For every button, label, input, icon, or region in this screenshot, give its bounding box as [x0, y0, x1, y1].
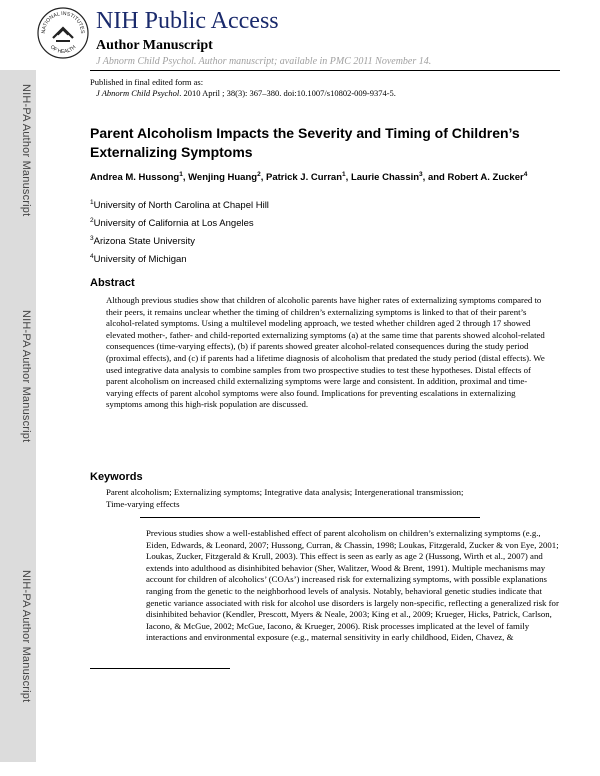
author-name: Patrick J. Curran: [265, 172, 343, 183]
body-paragraph: Previous studies show a well-established effect of parent alcoholism on children’s externalizing symptoms (e.g., Eiden, Edwards, & Leonard, 2007; Hussong, Curran, & Chassin, 1998; Loukas, Fitzgerald, Zucker & von Eye, 2001; Loukas, Zucker, Fitzgerald & Krull, 2003). This effect is seen as early as age 2 (Hussong, Wirth et al., 2007) and extends into adulthood as disinhibited behavior (Sher, Walitzer, Wood & Brent, 1991). Multiple mechanisms may account for children of alcoholics’ (COAs’) increased risk for externalizing symptoms, with possible explanations ranging from the genetic to the neighborhood levels of analysis. Notably, behavioral genetic studies indicate that genetic variance associated with risk for alcohol use disorders is largely non-specific, reflecting a generalized risk for disinhibited behavior (Kendler, Prescott, Myers & Neale, 2003; King et al., 2009; Krueger, Hicks, Patrick, Carlson, Iacono, & McGue, 2002; McGue, Iacono, & Krueger, 2006). Risk processes implicated at the level of family interactions and environmental exposure (e.g., maternal sensitivity in early childhood, Eiden, Chavez, &: [146, 528, 559, 643]
author-affiliation-mark: 4: [523, 170, 528, 178]
abstract-text: Although previous studies show that children of alcoholic parents have higher rates of externalizing symptoms compared to their peers, it remains unclear whether the timing of children’s externalizing symptoms is linked to that of their parent’s alcohol-related symptoms. Using a multilevel modeling approach, we tested whether children aged 2 through 17 showed elevated mother-, father- and child-reported externalizing symptoms (a) at the same time that parents showed alcohol-related consequences (time-varying effects), (b) if parents showed greater alcohol-related consequences during the study period (proximal effects), and (c) if parents had a lifetime diagnosis of alcoholism that predated the study period (distal effects). We used integrative data analysis to combine samples from two prospective studies to test these hypotheses. Distal effects of parent alcoholism on increased child externalizing symptoms were large and consistent. In addition, proximal and time-varying effects of parent alcohol symptoms were also found. Implications for preventing escalations in externalizing symptoms among this high-risk population are discussed.: [106, 295, 545, 410]
svg-text:OF HEALTH: OF HEALTH: [48, 44, 78, 56]
author-affiliation-mark: 1: [179, 170, 183, 178]
nih-seal-logo: [36, 6, 90, 60]
author-affiliation-mark: 3: [419, 170, 423, 178]
author-manuscript-label: Author Manuscript: [96, 38, 213, 53]
left-margin-bar: [0, 70, 36, 762]
published-label: Published in final edited form as:: [90, 77, 204, 87]
author-name: Wenjing Huang: [188, 172, 258, 183]
sidebar-label-1: NIH-PA Author Manuscript: [20, 84, 32, 217]
article-title: Parent Alcoholism Impacts the Severity and Timing of Children’s Externalizing Symptoms: [90, 125, 520, 160]
author-name: Robert A. Zucker: [447, 172, 524, 183]
abstract-heading: Abstract: [90, 277, 135, 289]
affiliation-4: $^4$University of Michigan: [90, 252, 187, 265]
sidebar-label-2: NIH-PA Author Manuscript: [20, 310, 32, 443]
section-rule: [140, 517, 480, 518]
keywords-heading: Keywords: [90, 471, 143, 483]
author-list: Andrea M. Hussong$^1$, Wenjing Huang$^2$, Patrick J. Curran$^1$, Laurie Chassin$^3$, and Robert A. Zucker$^4$: [90, 170, 528, 183]
header-rule: [90, 70, 560, 71]
affiliation-1: $^1$University of North Carolina at Chapel Hill: [90, 198, 269, 211]
affiliation-3: $^3$Arizona State University: [90, 234, 195, 247]
author-name: Laurie Chassin: [350, 172, 420, 183]
footnote-rule: [90, 668, 230, 669]
affiliation-2: $^2$University of California at Los Angeles: [90, 216, 254, 229]
author-name: Andrea M. Hussong: [90, 172, 180, 183]
sidebar-label-3: NIH-PA Author Manuscript: [20, 570, 32, 703]
publication-citation: J Abnorm Child Psychol. 2010 April ; 38(3): 367–380. doi:10.1007/s10802-009-9374-5.: [96, 88, 396, 98]
nih-public-access-title: NIH Public Access: [96, 8, 279, 34]
author-affiliation-mark: 2: [257, 170, 261, 178]
svg-text:NATIONAL INSTITUTES: NATIONAL INSTITUTES: [40, 10, 86, 34]
keywords-text: Parent alcoholism; Externalizing symptoms; Integrative data analysis; Intergenerational transmission; Time-varying effects: [106, 487, 464, 509]
availability-citation: J Abnorm Child Psychol. Author manuscript; available in PMC 2011 November 14.: [96, 56, 432, 67]
author-affiliation-mark: 1: [342, 170, 346, 178]
